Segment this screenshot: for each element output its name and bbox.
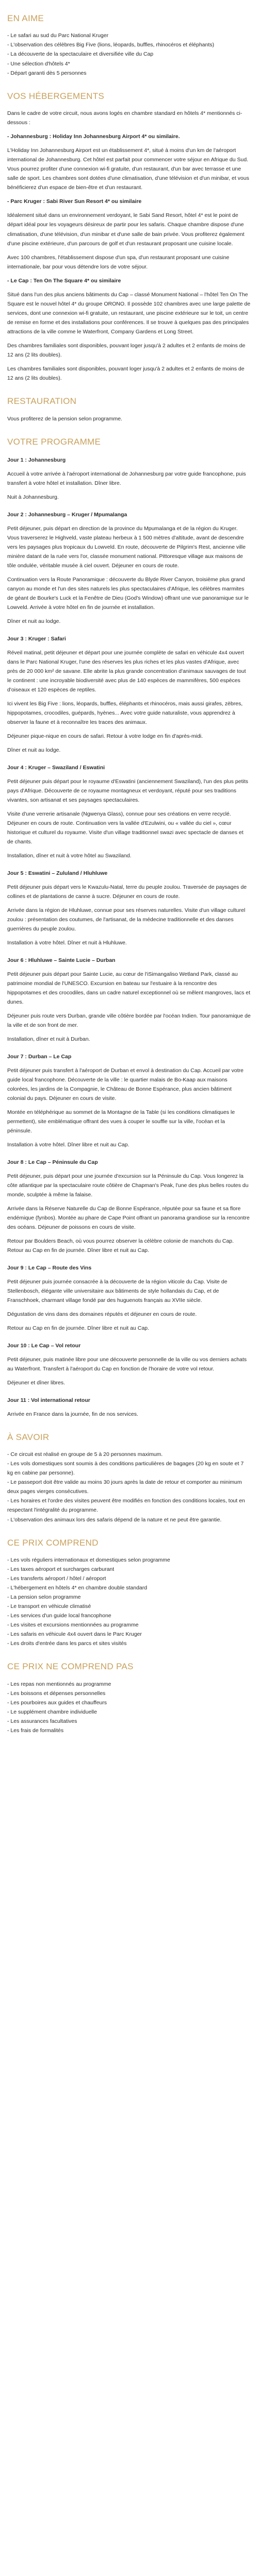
day-paragraph: Continuation vers la Route Panoramique : découverte du Blyde River Canyon, troisième plus grand canyon au monde et l'un des sites naturels les plus spectaculaires d'Afrique, les célèbres marmites de géant de Bourke's Luck et la Fenêtre de Dieu (God's Window) offrant une vue panoramique sur le Lowveld. Arrivée à votre hôtel en fin de journée et installation. [7, 576, 249, 611]
good-to-know-list [7, 1450, 251, 1524]
list-item: - Les boissons et dépenses personnelles [7, 1690, 106, 1697]
list-item: - Les services d'un guide local francophone [7, 1613, 111, 1619]
day-paragraph: Réveil matinal, petit déjeuner et départ pour une journée complète de safari en véhicule 4x4 ouvert dans le Parc National Kruger, l'une des réserves les plus riches et les plus vastes d'Afrique, avec près de 20 000 km² de savane. Elle abrite la plus grande concentration d'animaux sauvages de tout le continent : une incroyable biodiversité avec plus de 140 espèces de mammifères, 500 espèces d'oiseaux et 120 espèces de reptiles. [7, 649, 246, 693]
day-heading: Jour 4 : Kruger – Swaziland / Eswatini [7, 765, 105, 771]
day-paragraph: Petit déjeuner puis départ pour Sainte Lucie, au cœur de l'iSimangaliso Wetland Park, classé au patrimoine mondial de l'UNESCO. Excursion en bateau sur l'estuaire à la rencontre des hippopotames et des crocodiles, dans un cadre naturel exceptionnel où se mêlent mangroves, lacs et dunes. [7, 971, 251, 1006]
price-includes-title: CE PRIX COMPREND [7, 1537, 99, 1548]
day-heading: Jour 2 : Johannesburg – Kruger / Mpumalanga [7, 511, 127, 518]
day-heading: Jour 6 : Hluhluwe – Sainte Lucie – Durban [7, 957, 116, 964]
highlight-item: - Le safari au sud du Parc National Kruger [7, 32, 109, 39]
hotel-family-rooms-note: Les chambres familiales sont disponibles, pouvant loger jusqu'à 2 adultes et 2 enfants de moins de 12 ans (2 lits doubles). [7, 366, 245, 382]
list-item: - Les vols domestiques sont soumis à des conditions particulières de bagages (20 kg en soute et 7 kg en cabine par personne). [7, 1461, 244, 1477]
list-item: - Les transferts aéroport / hôtel / aéroport [7, 1575, 106, 1582]
list-item: - Les visites et excursions mentionnées au programme [7, 1622, 139, 1629]
hotel-kruger-heading: - Parc Kruger : Sabi River Sun Resort 4* ou similaire [7, 198, 142, 205]
day-paragraph: Déjeuner puis route vers Durban, grande ville côtière bordée par l'océan Indien. Tour panoramique de la ville et de son front de mer. [7, 1013, 251, 1029]
day-heading: Jour 9 : Le Cap – Route des Vins [7, 1265, 92, 1272]
day-paragraph: Dîner et nuit au lodge. [7, 747, 61, 754]
list-item: - Le passeport doit être valide au moins 30 jours après la date de retour et comporter au minimum deux pages vierges consécutives. [7, 1479, 242, 1495]
list-item: - Les vols réguliers internationaux et domestiques selon programme [7, 1556, 170, 1563]
list-item: - L'hébergement en hôtels 4* en chambre double standard [7, 1585, 148, 1591]
hotel-cape-town-heading: - Le Cap : Ten On The Square 4* ou similaire [7, 277, 121, 284]
accommodation-intro: Dans le cadre de votre circuit, nous avons logés en chambre standard en hôtels 4* mentionnés ci-dessous : [7, 110, 243, 126]
day-heading: Jour 1 : Johannesburg [7, 457, 66, 464]
price-includes-list [7, 1555, 251, 1648]
day-heading: Jour 10 : Le Cap – Vol retour [7, 1343, 81, 1349]
day-paragraph: Déjeuner et dîner libres. [7, 1380, 66, 1386]
day-paragraph: Accueil à votre arrivée à l'aéroport international de Johannesburg par votre guide francophone, puis transfert à votre hôtel et installation. Dîner libre. [7, 470, 246, 486]
highlight-item: - La découverte de la spectaculaire et diversifiée ville du Cap [7, 51, 154, 58]
price-excludes-title: CE PRIX NE COMPREND PAS [7, 1662, 134, 1672]
highlight-item: - Une sélection d'hôtels 4* [7, 60, 70, 67]
day-paragraph: Installation à votre hôtel. Dîner et nuit à Hluhluwe. [7, 940, 127, 946]
day-paragraph: Dégustation de vins dans des domaines réputés et déjeuner en cours de route. [7, 1311, 197, 1318]
list-item: - Le transport en véhicule climatisé [7, 1603, 91, 1610]
day-paragraph: Retour au Cap en fin de journée. Dîner libre et nuit au Cap. [7, 1325, 149, 1332]
list-item: - Les horaires et l'ordre des visites peuvent être modifiés en fonction des conditions locales, tout en respectant l'intégralité du programme. [7, 1498, 245, 1514]
day-paragraph: Arrivée dans la Réserve Naturelle du Cap de Bonne Espérance, réputée pour sa faune et sa flore endémique (fynbos). Montée au phare de Cape Point offrant un panorama grandiose sur la rencontre des océans. Déjeuner de poissons en cours de visite. [7, 1206, 250, 1231]
highlights-title: EN AIME [7, 13, 44, 23]
day-paragraph: Installation à votre hôtel. Dîner libre et nuit au Cap. [7, 1142, 130, 1148]
list-item: - Les assurances facultatives [7, 1718, 77, 1725]
day-paragraph: Petit déjeuner puis transfert à l'aéroport de Durban et envol à destination du Cap. Accueil par votre guide local francophone. Découverte de la ville : le quartier malais de Bo-Kaap aux maisons colorées, les jardins de la Compagnie, le Château de Bonne Espérance, plus ancien bâtiment colonial du pays. Déjeuner en cours de visite. [7, 1067, 244, 1102]
meals-title: RESTAURATION [7, 396, 77, 406]
programme-title: VOTRE PROGRAMME [7, 436, 101, 447]
day-paragraph: Petit déjeuner puis départ pour le royaume d'Eswatini (anciennement Swaziland), l'un des plus petits pays d'Afrique. Découverte de ce royaume montagneux et verdoyant, réputé pour ses traditions vivantes, son artisanat et ses paysages spectaculaires. [7, 778, 248, 803]
list-item: - La pension selon programme [7, 1594, 81, 1601]
price-excludes-list [7, 1680, 251, 1735]
hotel-kruger-desc: Idéalement situé dans un environnement verdoyant, le Sabi Sand Resort, hôtel 4* est le point de départ idéal pour les voyageurs désireux de partir pour les safaris. Chaque chambre dispose d'une climatisation, d'une télévision, d'un minibar et d'une salle de bain privée. Vous profiterez également d'une piscine extérieure, d'un parcours de golf et d'un restaurant proposant une cuisine locale. [7, 212, 245, 247]
day-paragraph: Arrivée dans la région de Hluhluwe, connue pour ses réserves naturelles. Visite d'un village culturel zoulou : présentation des coutumes, de l'artisanat, de la médecine traditionnelle et des danses guerrières du peuple zoulou. [7, 907, 246, 933]
day-heading: Jour 5 : Eswatini – Zululand / Hluhluwe [7, 870, 108, 877]
list-item: - Les pourboires aux guides et chauffeurs [7, 1699, 107, 1706]
day-paragraph: Visite d'une verrerie artisanale (Ngwenya Glass), connue pour ses créations en verre recyclé. Déjeuner en cours de route. Continuation vers la vallée d'Ezulwini, ou « vallée du ciel », cœur historique et culturel du royaume. Visite d'un village traditionnel swazi avec spectacle de danses et de chants. [7, 810, 244, 845]
day-paragraph: Petit déjeuner puis journée consacrée à la découverte de la région viticole du Cap. Visite de Stellenbosch, élégante ville universitaire aux bâtiments de style hollandais du Cap, et de Franschhoek, charmant village fondé par des huguenots français au XVIIe siècle. [7, 1279, 228, 1304]
day-paragraph: Déjeuner pique-nique en cours de safari. Retour à votre lodge en fin d'après-midi. [7, 733, 203, 740]
day-paragraph: Petit déjeuner, puis départ pour une journée d'excursion sur la Péninsule du Cap. Vous longerez la côte atlantique par la spectaculaire route côtière de Chapman's Peak, l'une des plus belles routes du monde, sculptée à même la falaise. [7, 1173, 249, 1198]
day-paragraph: Ici vivent les Big Five : lions, léopards, buffles, éléphants et rhinocéros, mais aussi girafes, zèbres, hippopotames, crocodiles, guépards, hyènes... Avec votre guide naturaliste, vous apprendrez à observer la faune et à reconnaître les traces des animaux. [7, 700, 243, 726]
good-to-know-title: À SAVOIR [7, 1432, 50, 1442]
accommodation-title: VOS HÉBERGEMENTS [7, 91, 105, 101]
hotel-cape-town-family: Des chambres familiales sont disponibles, pouvant loger jusqu'à 2 adultes et 2 enfants de moins de 12 ans (2 lits doubles). [7, 343, 246, 359]
day-paragraph: Petit déjeuner, puis matinée libre pour une découverte personnelle de la ville ou vos derniers achats au Waterfront. Transfert à l'aéroport du Cap en fonction de l'horaire de votre vol retour. [7, 1356, 247, 1372]
hotel-kruger-desc-2: Avec 100 chambres, l'établissement dispose d'un spa, d'un restaurant proposant une cuisine internationale, bar pour vous détendre lors de votre séjour. [7, 254, 230, 270]
day-paragraph: Dîner et nuit au lodge. [7, 618, 61, 624]
list-item: - Les taxes aéroport et surcharges carburant [7, 1566, 115, 1573]
list-item: - Les frais de formalités [7, 1727, 64, 1734]
programme-days [7, 456, 251, 1419]
day-heading: Jour 7 : Durban – Le Cap [7, 1054, 72, 1060]
highlights-list [7, 31, 251, 77]
hotel-johannesburg-heading: - Johannesburg : Holiday Inn Johannesburg Airport 4* ou similaire. [7, 133, 180, 140]
day-heading: Jour 11 : Vol international retour [7, 1397, 90, 1404]
day-paragraph: Petit déjeuner puis départ vers le Kwazulu-Natal, terre du peuple zoulou. Traversée de paysages de collines et de plantations de canne à sucre. Déjeuner en cours de route. [7, 884, 247, 900]
day-paragraph: Petit déjeuner, puis départ en direction de la province du Mpumalanga et de la région du Kruger. Vous traverserez le Highveld, vaste plateau herbeux à 1 500 mètres d'altitude, avant de descendre vers les paysages plus tropicaux du Lowveld. En route, découverte de Pilgrim's Rest, ancienne ville minière datant de la ruée vers l'or, classée monument national. Pittoresque village aux maisons de tôle ondulée, véritable musée à ciel ouvert. Déjeuner en cours de route. [7, 525, 246, 569]
day-paragraph: Montée en téléphérique au sommet de la Montagne de la Table (si les conditions climatiques le permettent), site emblématique offrant des vues à couper le souffle sur la ville, l'océan et la péninsule. [7, 1109, 235, 1134]
list-item: - L'observation des animaux lors des safaris dépend de la nature et ne peut être garantie. [7, 1516, 222, 1523]
list-item: - Les droits d'entrée dans les parcs et sites visités [7, 1640, 127, 1647]
list-item: - Les safaris en véhicule 4x4 ouvert dans le Parc Kruger [7, 1631, 142, 1638]
day-paragraph: Arrivée en France dans la journée, fin de nos services. [7, 1411, 138, 1417]
meals-text: Vous profiterez de la pension selon programme. [7, 415, 122, 422]
day-paragraph: Nuit à Johannesburg. [7, 494, 59, 500]
list-item: - Ce circuit est réalisé en groupe de 5 à 20 personnes maximum. [7, 1451, 163, 1458]
hotel-johannesburg-desc: L'Holiday Inn Johannesburg Airport est un établissement 4*, situé à moins d'un km de l'aéroport international de Johannesburg. Cet hôtel est parfait pour commencer votre séjour en Afrique du Sud. Vous pourrez profiter d'une connexion wi-fi gratuite, d'un restaurant, d'un bar avec terrasse et une salle de sport. Les chambres sont dotées d'une climatisation, d'une télévision et d'un minibar, et vous bénéficierez d'un espace de bien-être et d'un restaurant. [7, 147, 249, 191]
day-heading: Jour 8 : Le Cap – Péninsule du Cap [7, 1159, 98, 1166]
day-paragraph: Installation, dîner et nuit à votre hôtel au Swaziland. [7, 853, 132, 859]
day-paragraph: Installation, dîner et nuit à Durban. [7, 1036, 90, 1043]
day-heading: Jour 3 : Kruger : Safari [7, 636, 66, 642]
highlight-item: - L'observation des célèbres Big Five (lions, léopards, buffles, rhinocéros et éléphants) [7, 42, 215, 48]
list-item: - Le supplément chambre individuelle [7, 1708, 97, 1715]
highlight-item: - Départ garanti dès 5 personnes [7, 70, 87, 76]
day-paragraph: Retour par Boulders Beach, où vous pourrez observer la célèbre colonie de manchots du Cap. Retour au Cap en fin de journée. Dîner libre et nuit au Cap. [7, 1238, 234, 1254]
list-item: - Les repas non mentionnés au programme [7, 1681, 111, 1687]
hotel-cape-town-desc: Situé dans l'un des plus anciens bâtiments du Cap – classé Monument National – l'hôtel Ten On The Square est le nouvel hôtel 4* du groupe ORONO. Il possède 102 chambres avec une large palette de services, dont une connexion wi-fi gratuite, un restaurant, une piscine extérieure sur le toit, un centre de remise en forme et des installations pour conférences. Il se trouve à quelques pas des principales attractions de la ville comme le Waterfront, Company Gardens et Long Street. [7, 291, 251, 335]
